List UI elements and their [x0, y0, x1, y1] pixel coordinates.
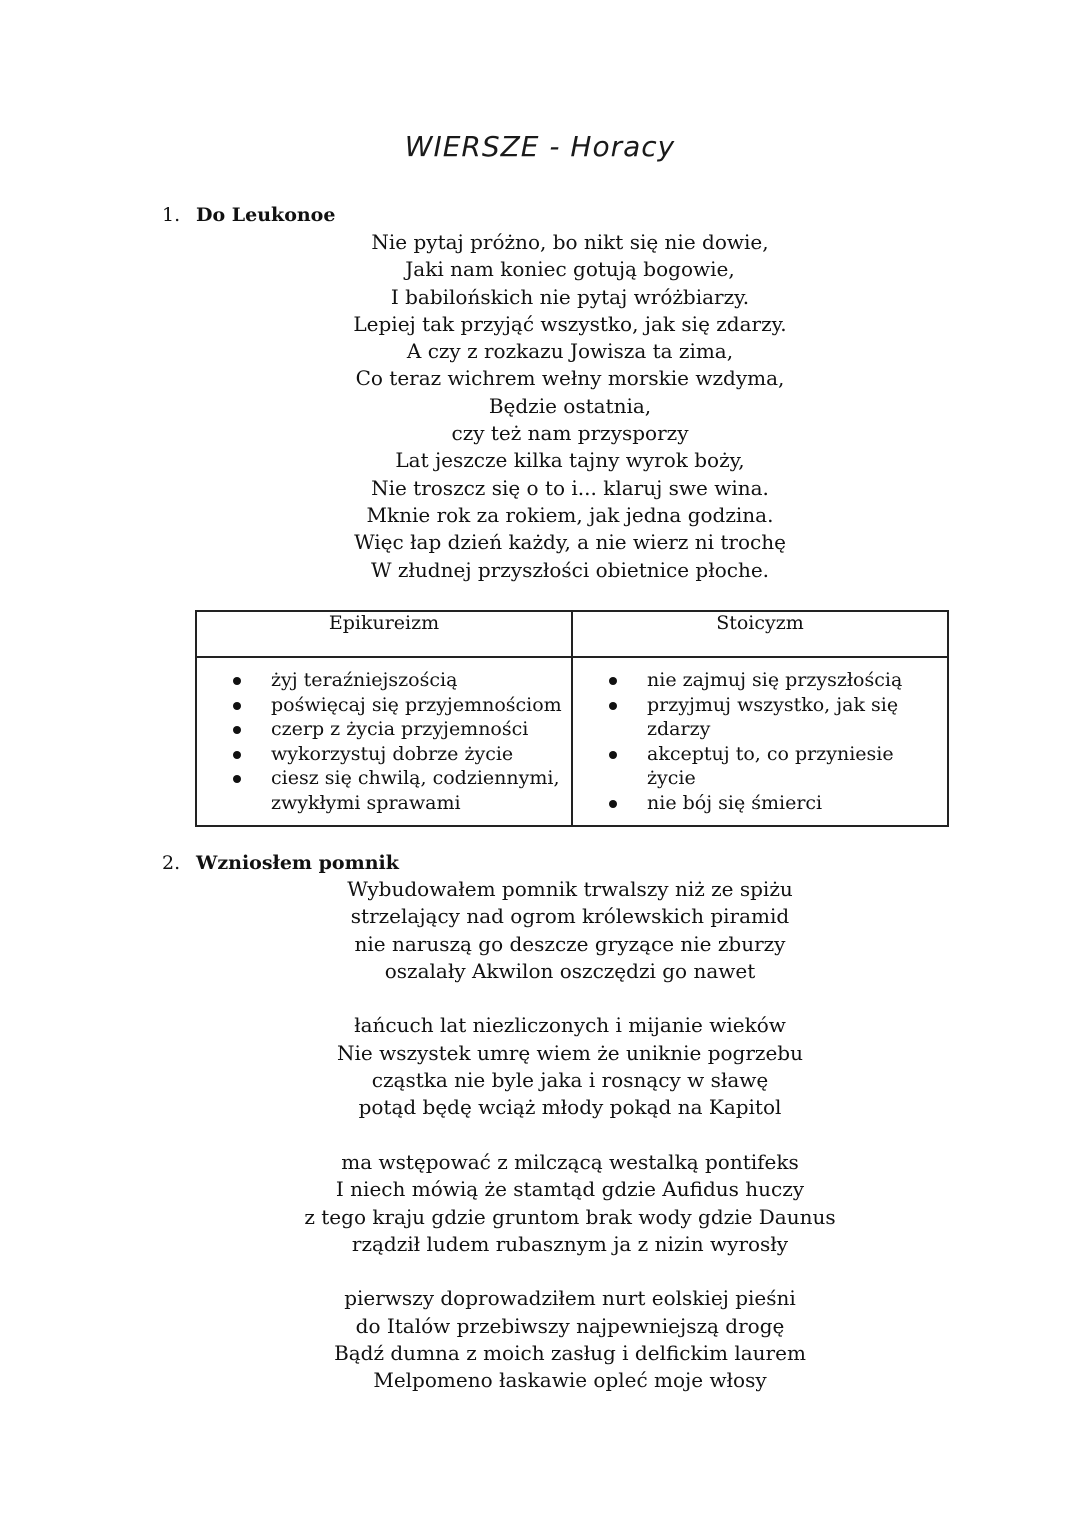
poem-line: łańcuch lat niezliczonych i mijanie wieków — [354, 1013, 786, 1038]
epikureizm-cell — [196, 657, 572, 826]
poem-line: strzelający nad ogrom królewskich piramid — [350, 904, 790, 929]
section-number: 1. — [162, 204, 181, 226]
bullet-icon — [233, 702, 241, 710]
comparison-table — [195, 610, 949, 827]
list-item: czerp z życia przyjemności — [271, 717, 563, 742]
epikureizm-list — [227, 668, 563, 815]
stanza-break — [170, 1258, 970, 1285]
section-title: Wzniosłem pomnik — [196, 852, 399, 874]
poem-line: I niech mówią że stamtąd gdzie Aufidus huczy — [335, 1177, 805, 1202]
list-item: ciesz się chwilą, codziennymi, zwykłymi sprawami — [271, 766, 563, 815]
stoicyzm-list — [603, 668, 939, 815]
poem-line: Nie troszcz się o to i... klaruj swe wina. — [371, 475, 769, 500]
poem-line: W złudnej przyszłości obietnice płoche. — [370, 557, 770, 582]
poem-line: Mknie rok za rokiem, jak jedna godzina. — [366, 502, 774, 527]
poem-line: I babilońskich nie pytaj wróżbiarzy. — [390, 284, 750, 309]
poem-line: do Italów przebiwszy najpewniejszą drogę — [355, 1313, 785, 1338]
poem-line: oszalały Akwilon oszczędzi go nawet — [384, 958, 756, 983]
table-header-epikureizm: Epikureizm — [196, 611, 572, 657]
bullet-icon — [609, 751, 617, 759]
poem-line: Co teraz wichrem wełny morskie wzdyma, — [355, 366, 785, 391]
poem-line: Więc łap dzień każdy, a nie wierz ni trochę — [354, 530, 786, 555]
table-header-stoicyzm: Stoicyzm — [572, 611, 948, 657]
poem-line: cząstka nie byle jaka i rosnący w sławę — [371, 1068, 769, 1093]
poem-line: z tego kraju gdzie gruntom brak wody gdzie Daunus — [304, 1204, 836, 1229]
section-title: Do Leukonoe — [196, 204, 336, 226]
bullet-icon — [233, 751, 241, 759]
poem-wzniosłem-pomnik — [170, 876, 970, 1395]
stanza-break — [170, 1122, 970, 1149]
poem-line: ma wstępować z milczącą westalką pontifeks — [341, 1149, 799, 1174]
poem-line: rządził ludem rubasznym ja z nizin wyrosły — [351, 1231, 789, 1256]
poem-line: czy też nam przysporzy — [451, 421, 689, 446]
stanza-break — [170, 985, 970, 1012]
poem-line: Nie wszystek umrę wiem że uniknie pogrzebu — [337, 1040, 803, 1065]
poem-line: Lepiej tak przyjąć wszystko, jak się zdarzy. — [353, 311, 787, 336]
list-item: akceptuj to, co przyniesie życie — [647, 742, 939, 791]
poem-line: Lat jeszcze kilka tajny wyrok boży, — [395, 448, 745, 473]
poem-line: Jaki nam koniec gotują bogowie, — [405, 257, 735, 282]
poem-line: pierwszy doprowadziłem nurt eolskiej pieśni — [344, 1286, 796, 1311]
bullet-icon — [233, 775, 241, 783]
bullet-icon — [609, 702, 617, 710]
poem-line: Będzie ostatnia, — [488, 393, 652, 418]
list-item: nie zajmuj się przyszłością — [647, 668, 939, 693]
list-item: żyj teraźniejszością — [271, 668, 563, 693]
poem-do-leukonoe — [170, 229, 970, 584]
section-number: 2. — [162, 852, 181, 874]
poem-line: potąd będę wciąż młody pokąd na Kapitol — [358, 1095, 782, 1120]
section-heading-wzniosłem-pomnik — [162, 852, 399, 874]
list-item: przyjmuj wszystko, jak się zdarzy — [647, 693, 939, 742]
page-title: WIERSZE - Horacy — [404, 130, 676, 163]
poem-line: Nie pytaj próżno, bo nikt się nie dowie, — [371, 230, 769, 254]
poem-line: Bądź dumna z moich zasług i delfickim laurem — [334, 1341, 806, 1366]
poem-line: Melpomeno łaskawie opleć moje włosy — [373, 1368, 767, 1393]
list-item: nie bój się śmierci — [647, 791, 939, 816]
stoicyzm-cell — [572, 657, 948, 826]
poem-line: Wybudowałem pomnik trwalszy niż ze spiżu — [347, 877, 793, 901]
section-heading-leukonoe — [162, 204, 335, 226]
bullet-icon — [609, 677, 617, 685]
bullet-icon — [233, 726, 241, 734]
poem-line: nie naruszą go deszcze gryzące nie zburzy — [354, 931, 786, 956]
list-item: poświęcaj się przyjemnościom — [271, 693, 563, 718]
poem-line: A czy z rozkazu Jowisza ta zima, — [406, 339, 734, 364]
bullet-icon — [609, 800, 617, 808]
bullet-icon — [233, 677, 241, 685]
list-item: wykorzystuj dobrze życie — [271, 742, 563, 767]
